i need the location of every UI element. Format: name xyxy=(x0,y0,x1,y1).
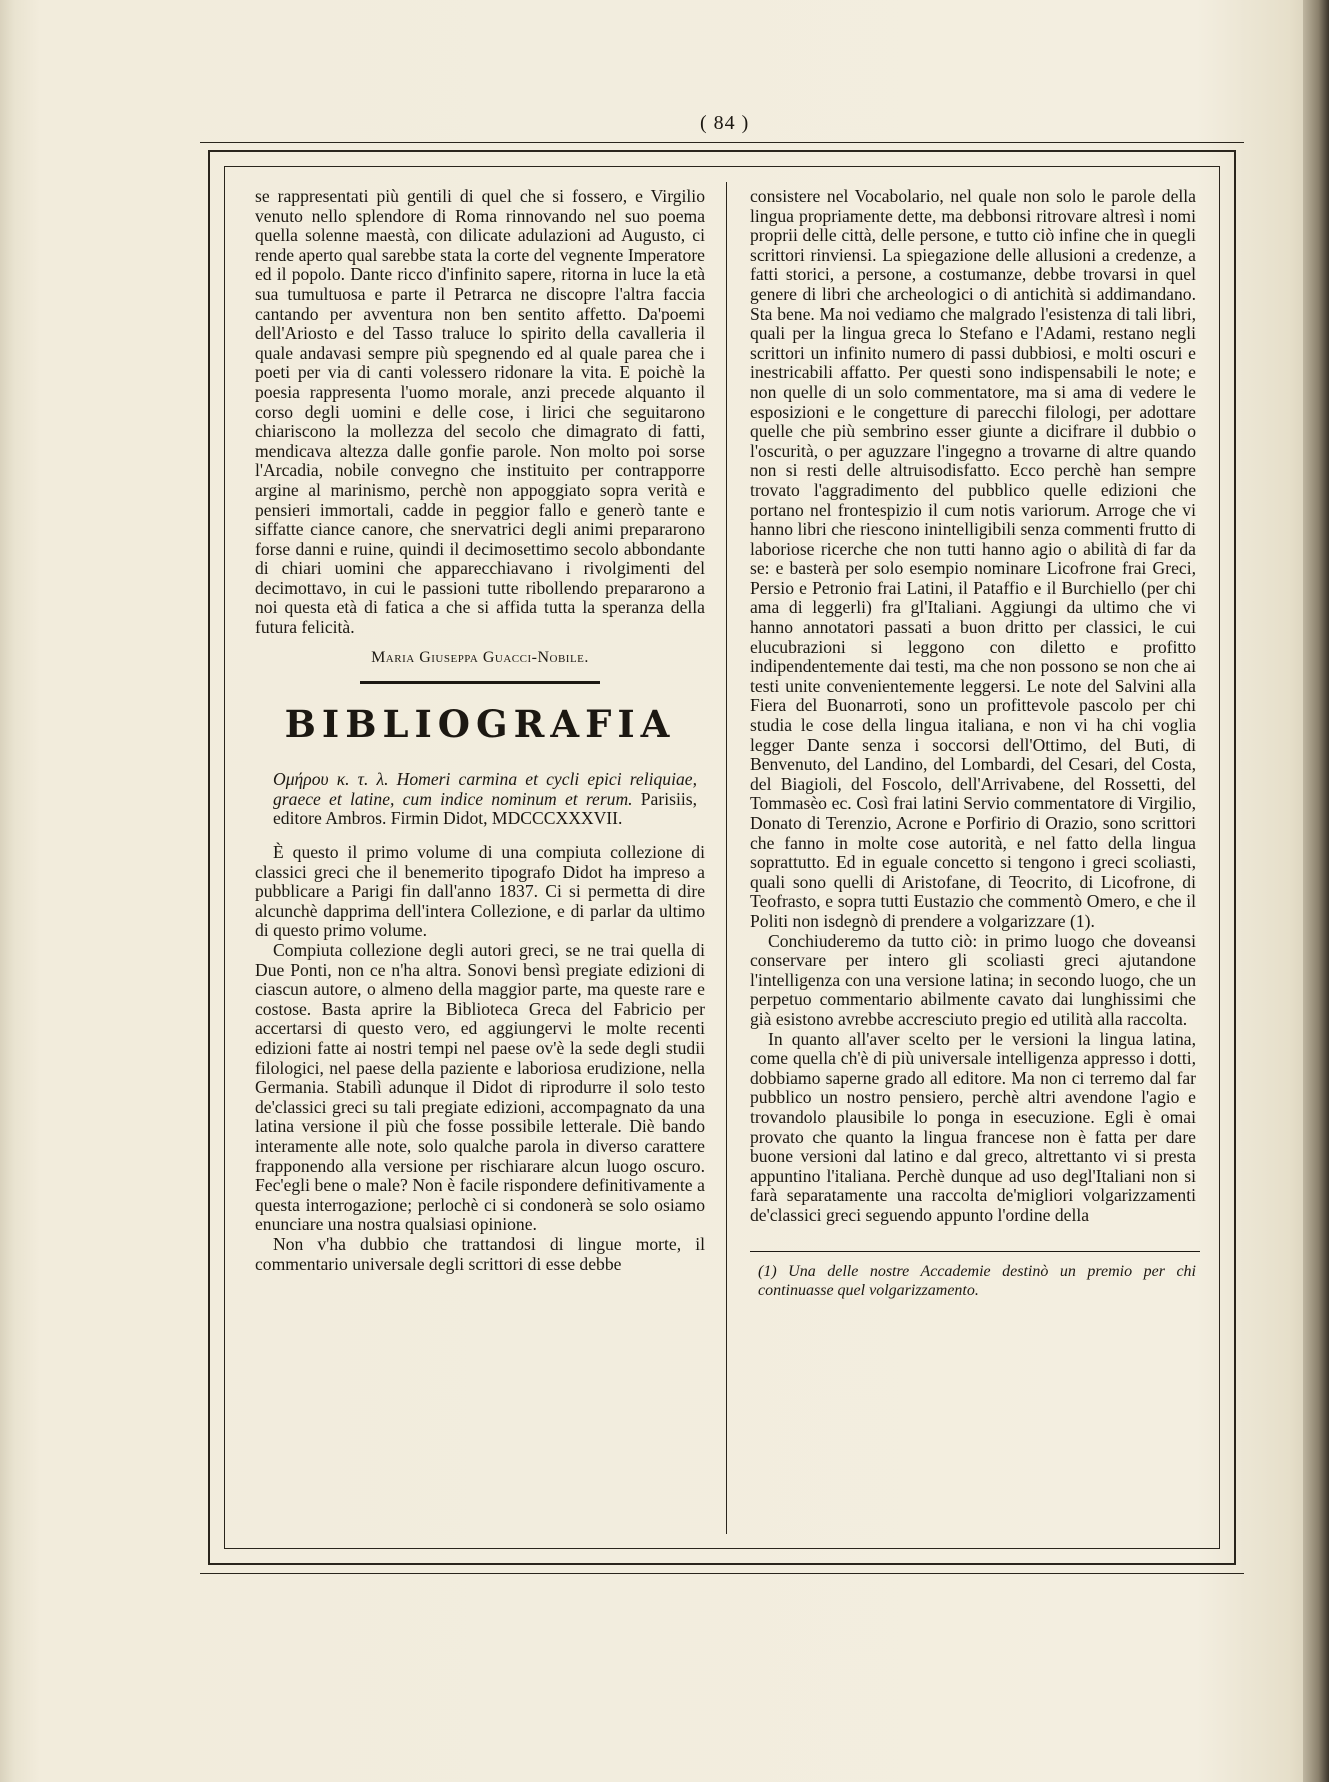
author-signature: Maria Giuseppa Guacci-Nobile. xyxy=(371,648,589,666)
paragraph: In quanto all'aver scelto per le versioni la lingua latina, come quella ch'è di più universale intelligenza appresso i dotti, dobbiamo saperne grado all editore. Ma non ci terremo dal far pubblico un nostro pensiero, perchè altri avendone l'agio e trovandolo plausibile lo ponga in esecuzione. Egli è omai provato che quanto la lingua francese non è fatta per dare buone versioni dal latino e dal greco, altrettanto vi si presta appuntino l'italiana. Perchè dunque ad uso degl'Italiani non si farà separatamente una raccolta de'migliori volgarizzamenti de'classici greci seguendo appunto l'ordine della xyxy=(750,1028,1196,1225)
footnote-rule xyxy=(750,1251,1200,1252)
bottom-rule xyxy=(200,1573,1244,1574)
paragraph: Non v'ha dubbio che trattandosi di lingue morte, il commentario universale degli scrittori di esse debbe xyxy=(255,1233,705,1274)
paragraph: Compiuta collezione degli autori greci, se ne trai quella di Due Ponti, non ce n'ha altra. Sonovi bensì pregiate edizioni di ciascun autore, o almeno della maggior parte, ma queste rare e costose. Basta aprire la Biblioteca Greca del Fabricio per accertarsi di questo vero, ed aggiungervi le molte recenti edizioni fatte ai nostri tempi nel paese ov'è la sede degli studii filologici, nel paese della paziente e laboriosa erudizione, nella Germania. Stabilì adunque il Didot di riprodurre il solo testo de'classici greci su tali pregiate edizioni, accompagnato da una latina versione il più che fosse possibile letterale. Diè bando interamente alle note, solo qualche parola in diverso carattere frapponendo alla versione per rischiarare alcun luogo oscuro. Fec'egli bene o male? Non è facile rispondere definitivamente a questa interrogazione; perlochè ci si condonerà se solo osiamo enunciare una nostra qualsiasi opinione. xyxy=(255,940,705,1235)
paragraph: Conchiuderemo da tutto ciò: in primo luogo che doveansi conservare per intero gli scoliasti greci ajutandone l'intelligenza con una versione latina; in secondo luogo, che un perpetuo commentario abilmente cavato dai lunghissimi che già esistono avrebbe accresciuto pregio ed utilità alla raccolta. xyxy=(750,930,1196,1029)
paragraph: se rappresentati più gentili di quel che si fossero, e Virgilio venuto nello splendore di Roma rinnovando nel suo poema quella solenne maestà, con dilicate adulazioni ad Augusto, ci rende aperto qual sarebbe stata la corte del vegnente Imperatore ed il popolo. Dante ricco d'infinito sapere, ritorna in luce la età sua tumultuosa e parte il Petrarca ne discopre l'altra faccia cantando per avventura non ben sentito affetto. Da'poemi dell'Ariosto e del Tasso traluce lo spirito della cavalleria il quale andavasi sempre più spegnendo ed al quale parea che i poeti per via di canti volessero ridonare la vita. E poichè la poesia rappresenta l'uomo morale, anzi precede alquanto il corso degli uomini e delle cose, i lirici che seguitarono chiariscono la mollezza del secolo che dimagrato di fatti, mendicava altezza dalle gonfie parole. Non molto poi sorse l'Arcadia, nobile convegno che instituito per contrapporre argine al marinismo, perchè non appoggiato sopra verità e pensieri immortali, cadde in peggior fallo e generò tante e siffatte ciance canore, che snervatrici degli animi prepararono forse danni e ruine, quindi il decimosettimo secolo abbondante di chiari uomini che apparecchiavano i rivolgimenti del decimottavo, in cui le passioni tutte ribollendo prepararono a noi questa età di fatica a che si affida tutta la speranza della futura felicità. xyxy=(255,186,705,638)
citation-greek-title: Ομήρου κ. τ. λ. xyxy=(273,769,389,790)
left-column xyxy=(255,187,705,1274)
footnote: (1) Una delle nostre Accademie destinò un premio per chi continuasse quel volgarizzamento. xyxy=(758,1263,1196,1300)
book-spine-edge xyxy=(1303,0,1329,1782)
citation-latin-title: Homeri carmina et cycli epici reliquiae, graece et latine, cum indice nominum et rerum. xyxy=(273,769,697,809)
top-rule xyxy=(200,142,1244,143)
column-divider xyxy=(726,182,727,1534)
section-divider xyxy=(360,681,600,684)
bibliographic-citation xyxy=(255,770,705,829)
paragraph: È questo il primo volume di una compiuta collezione di classici greci che il benemerito tipografo Didot ha impreso a pubblicare a Parigi fin dall'anno 1837. Ci si permetta di dire alcunchè dapprima dell'intera Collezione, e di parlar da ultimo di questo primo volume. xyxy=(255,842,705,941)
citation-publisher: Parisiis, editore Ambros. Firmin Didot, MDCCCXXXVII. xyxy=(273,788,697,829)
paragraph: consistere nel Vocabolario, nel quale non solo le parole della lingua propriamente dette, ma debbonsi ritrovare altresì i nomi proprii delle città, delle persone, e tutto ciò infine che in quegli scrittori rinviensi. La spiegazione delle allusioni a credenze, a fatti storici, a persone, a costumanze, debbe trovarsi in quel genere di libri che archeologici o di antichità si addimandano. Sta bene. Ma noi vediamo che malgrado l'esistenza di tali libri, quali per la lingua greca lo Stefano e l'Adami, restano negli scrittori un infinito numero di passi dubbiosi, e molti oscuri e inestricabili affatto. Per questi sono indispensabili le note; e non quelle di un solo commentatore, ma si ama di vedere le esposizioni e le congetture di parecchi filologi, per adottare quelle che più sembrino esser giunte a dicifrare il dubbio o l'oscurità, o per aguzzare l'ingegno a trovarne di altre quando non si resti delle altruisodisfatto. Ecco perchè han sempre trovato l'aggradimento del pubblico quelle edizioni che portano nel frontespizio il cum notis variorum. Arroge che vi hanno libri che riescono inintelligibili senza commenti frutto di laboriose ricerche che non tutti hanno agio o abilità di far da se: e basterà per solo esempio nominare Licofrone frai Greci, Persio e Petronio frai Latini, il Pataffio e il Burchiello (per chi ama di leggerli) fra gl'Italiani. Aggiungi da ultimo che vi hanno annotatori passati a buon dritto per classici, le cui elucubrazioni si leggono con diletto e profitto indipendentemente dai testi, ma che non possono se non che ai testi unite convenientemente leggersi. Le note del Salvini alla Fiera del Buonarroti, sono un profittevole pascolo per chi studia le cose della lingua italiana, e non vi ha chi voglia legger Dante senza i soccorsi dell'Ottimo, del Buti, di Benvenuto, del Landino, del Lombardi, del Cesari, del Costa, del Biagioli, del Foscolo, dell'Arrivabene, del Rossetti, del Tommasèo ec. Così frai latini Servio commentatore di Virgilio, Donato di Terenzio, Acrone e Porfirio di Orazio, sono scrittori che fanno in molte cose autorità, e nel fatto della lingua soprattutto. Ed in eguale concetto si tengono i greci scoliasti, quali sono quelli di Aristofane, di Teocrito, di Licofrone, di Teofrasto, e sopra tutti Eustazio che commentò Omero, e che il Politi non isdegnò di prendere a volgarizzare (1). xyxy=(750,186,1196,931)
right-column xyxy=(750,187,1196,1300)
page-number: ( 84 ) xyxy=(700,112,750,134)
section-title: BIBLIOGRAFIA xyxy=(284,702,676,747)
